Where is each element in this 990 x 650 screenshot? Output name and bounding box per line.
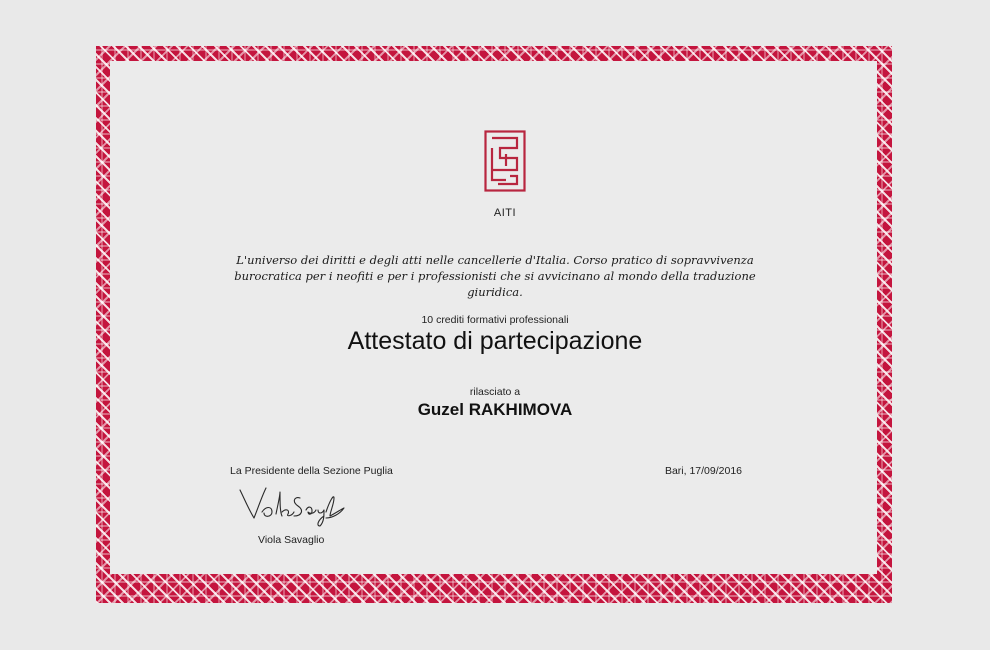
signer-name: Viola Savaglio (258, 534, 325, 546)
signature-image (236, 484, 348, 528)
recipient-name: Guzel RAKHIMOVA (417, 400, 573, 419)
signer-role: La Presidente della Sezione Puglia (230, 465, 393, 477)
aiti-logo-icon (484, 130, 526, 192)
credits-label: 10 crediti formativi professionali (421, 314, 569, 326)
organization-name: AITI (493, 207, 517, 219)
issued-to-label: rilasciato a (469, 386, 521, 398)
certificate-title: Attestato di partecipazione (347, 327, 643, 355)
course-title: L'universo dei diritti e degli atti nelle cancellerie d'Italia. Corso pratico di sopravvivenza burocratica per i neofiti e per i professionisti che si avvicinano al mondo della traduzione giuridica. (234, 253, 756, 299)
place-date: Bari, 17/09/2016 (664, 465, 742, 477)
